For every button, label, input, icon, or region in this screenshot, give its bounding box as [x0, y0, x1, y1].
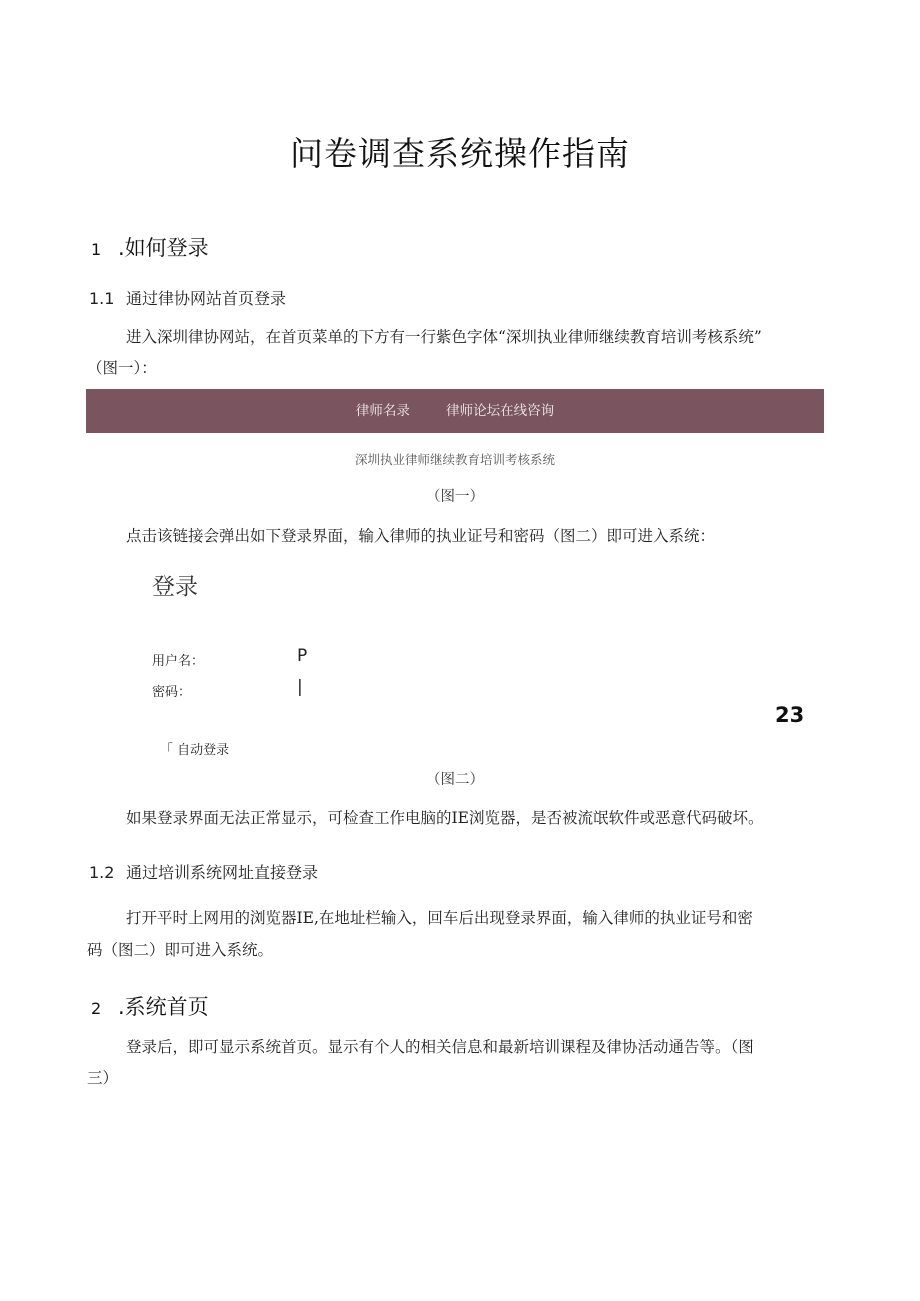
username-field[interactable]: P	[297, 646, 308, 666]
subsection-1-1-heading	[89, 286, 286, 309]
document-title: 问卷调查系统操作指南	[290, 134, 630, 173]
section-2-title: .系统首页	[118, 995, 209, 1019]
figure-2-caption: （图二）	[426, 772, 484, 788]
username-label: 用户名：	[152, 654, 205, 669]
auto-login-checkbox[interactable]: 「 自动登录	[160, 743, 230, 758]
section-2-heading	[91, 991, 209, 1021]
paragraph-2: 点击该链接会弹出如下登录界面，输入律师的执业证号和密码（图二）即可进入系统：	[126, 527, 716, 545]
subsection-1-1-title: 通过律协网站首页登录	[126, 289, 287, 308]
nav-item-lawyer-directory[interactable]: 律师名录	[355, 403, 410, 419]
password-label: 密码：	[152, 685, 192, 700]
system-link[interactable]: 深圳执业律师继续教育培训考核系统	[354, 452, 555, 467]
nav-item-forum-consult[interactable]: 律师论坛在线咨询	[446, 403, 555, 419]
subsection-1-2-number: 1.2	[89, 863, 115, 882]
paragraph-5-line-1: 登录后，即可显示系统首页。显示有个人的相关信息和最新培训课程及律协活动通告等。（图	[126, 1038, 754, 1056]
paragraph-4-line-1: 打开平时上网用的浏览器IE,在地址栏输入，回车后出现登录界面，输入律师的执业证号和密	[126, 909, 753, 927]
subsection-1-2-title: 通过培训系统网址直接登录	[126, 863, 319, 882]
section-1-heading	[91, 232, 209, 262]
paragraph-1-line-1: 进入深圳律协网站，在首页菜单的下方有一行紫色字体“深圳执业律师继续教育培训考核系统”	[126, 328, 762, 346]
subsection-1-1-number: 1.1	[89, 289, 115, 308]
page-number-23: 23	[775, 703, 805, 727]
password-field[interactable]: |	[297, 677, 303, 697]
section-2-number: 2	[91, 999, 102, 1018]
paragraph-3: 如果登录界面无法正常显示，可检查工作电脑的IE浏览器，是否被流氓软件或恶意代码破坏。	[126, 809, 764, 827]
login-title: 登录	[152, 574, 198, 600]
figure-1-caption: （图一）	[426, 489, 484, 505]
section-1-title: .如何登录	[118, 236, 209, 260]
section-1-number: 1	[91, 240, 102, 259]
subsection-1-2-heading	[89, 860, 318, 883]
website-nav-bar-figure	[86, 389, 824, 433]
paragraph-1-line-2: （图一）：	[87, 359, 157, 377]
paragraph-4-line-2: 码（图二）即可进入系统。	[87, 941, 274, 959]
paragraph-5-line-2: 三）	[87, 1069, 119, 1087]
